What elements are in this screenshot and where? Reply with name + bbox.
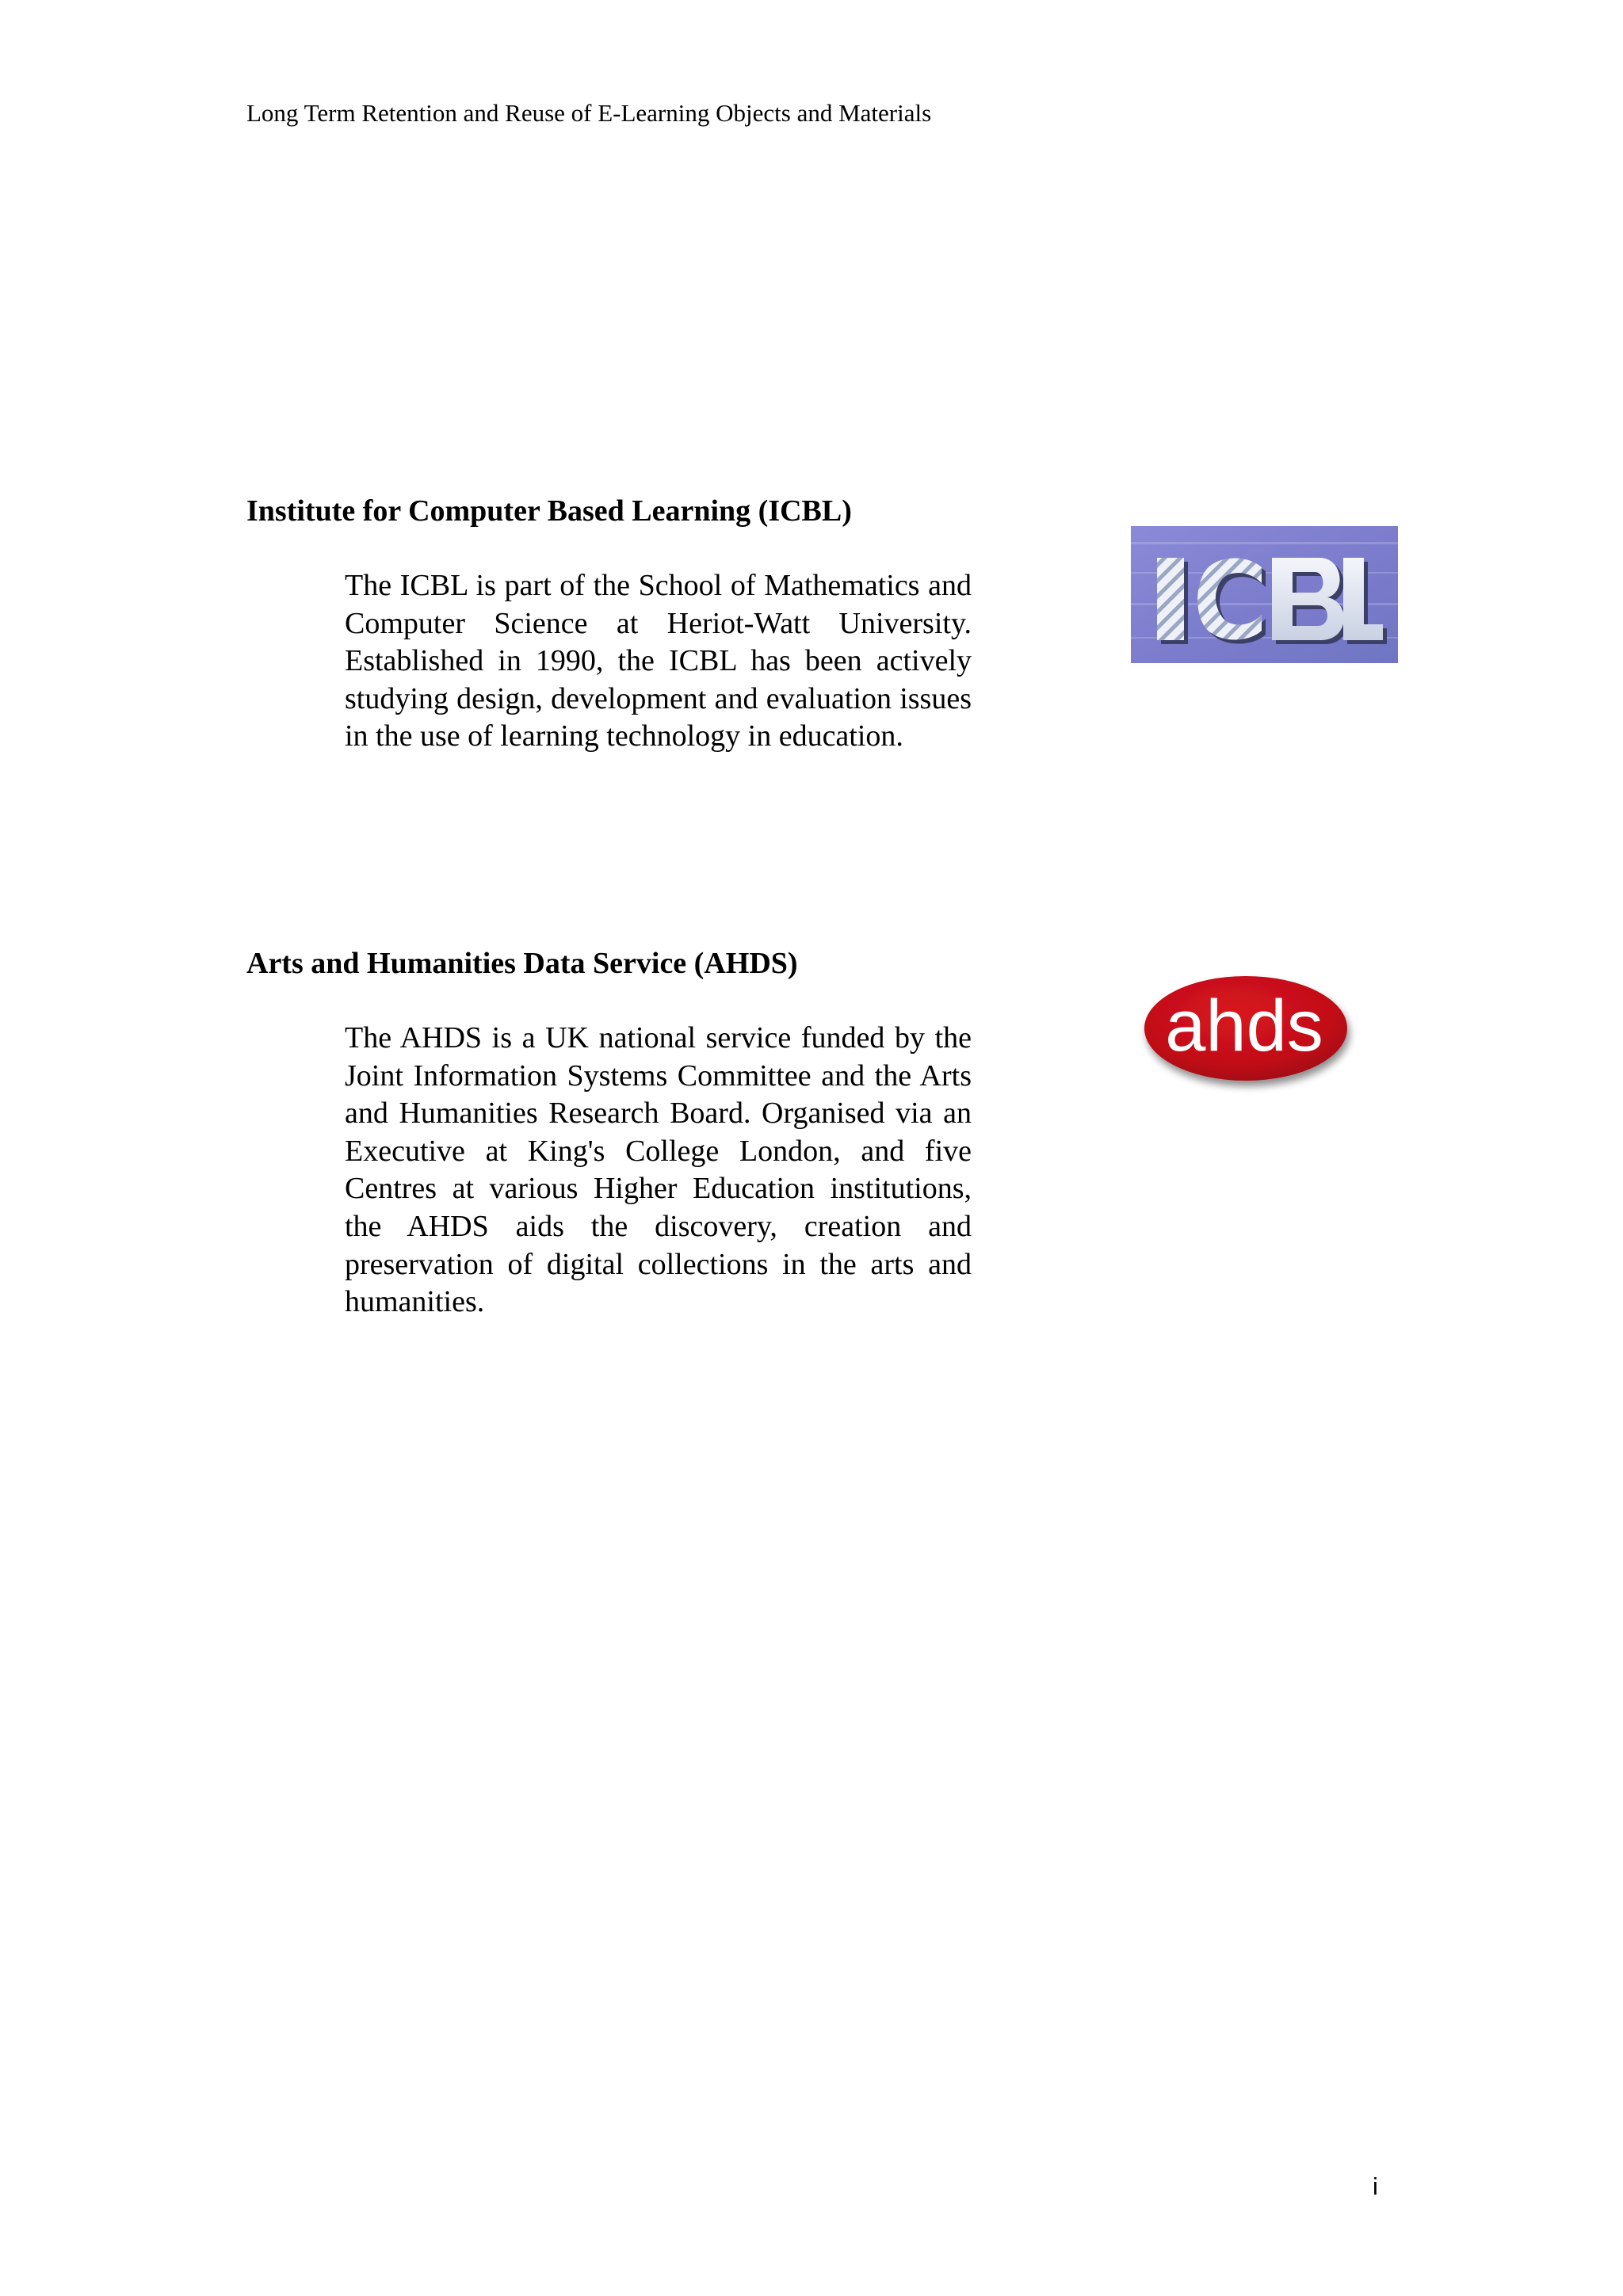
ahds-logo-text: ahds <box>1165 986 1323 1066</box>
page-number: i <box>1373 2172 1378 2200</box>
ahds-section-heading: Arts and Humanities Data Service (AHDS) <box>246 947 798 980</box>
ahds-logo <box>1135 970 1363 1097</box>
icbl-letter-i <box>1157 558 1188 644</box>
running-header: Long Term Retention and Reuse of E-Learning Objects and Materials <box>246 99 932 127</box>
icbl-section-heading: Institute for Computer Based Learning (ICBL) <box>246 494 852 528</box>
ahds-section-body: The AHDS is a UK national service funded by the Joint Information Systems Committee and the Arts and Humanities Research Board. Organised via an Executive at King's College London, and five Centres at various Higher Education institutions, the AHDS aids the discovery, creation and preservation of digital collections in the arts and humanities. <box>345 1021 972 1319</box>
icbl-logo <box>1131 526 1398 663</box>
icbl-section-body: The ICBL is part of the School of Mathematics and Computer Science at Heriot-Watt University. Established in 1990, the ICBL has been actively studying design, development and evaluation issues in the use of learning technology in education. <box>345 569 972 753</box>
